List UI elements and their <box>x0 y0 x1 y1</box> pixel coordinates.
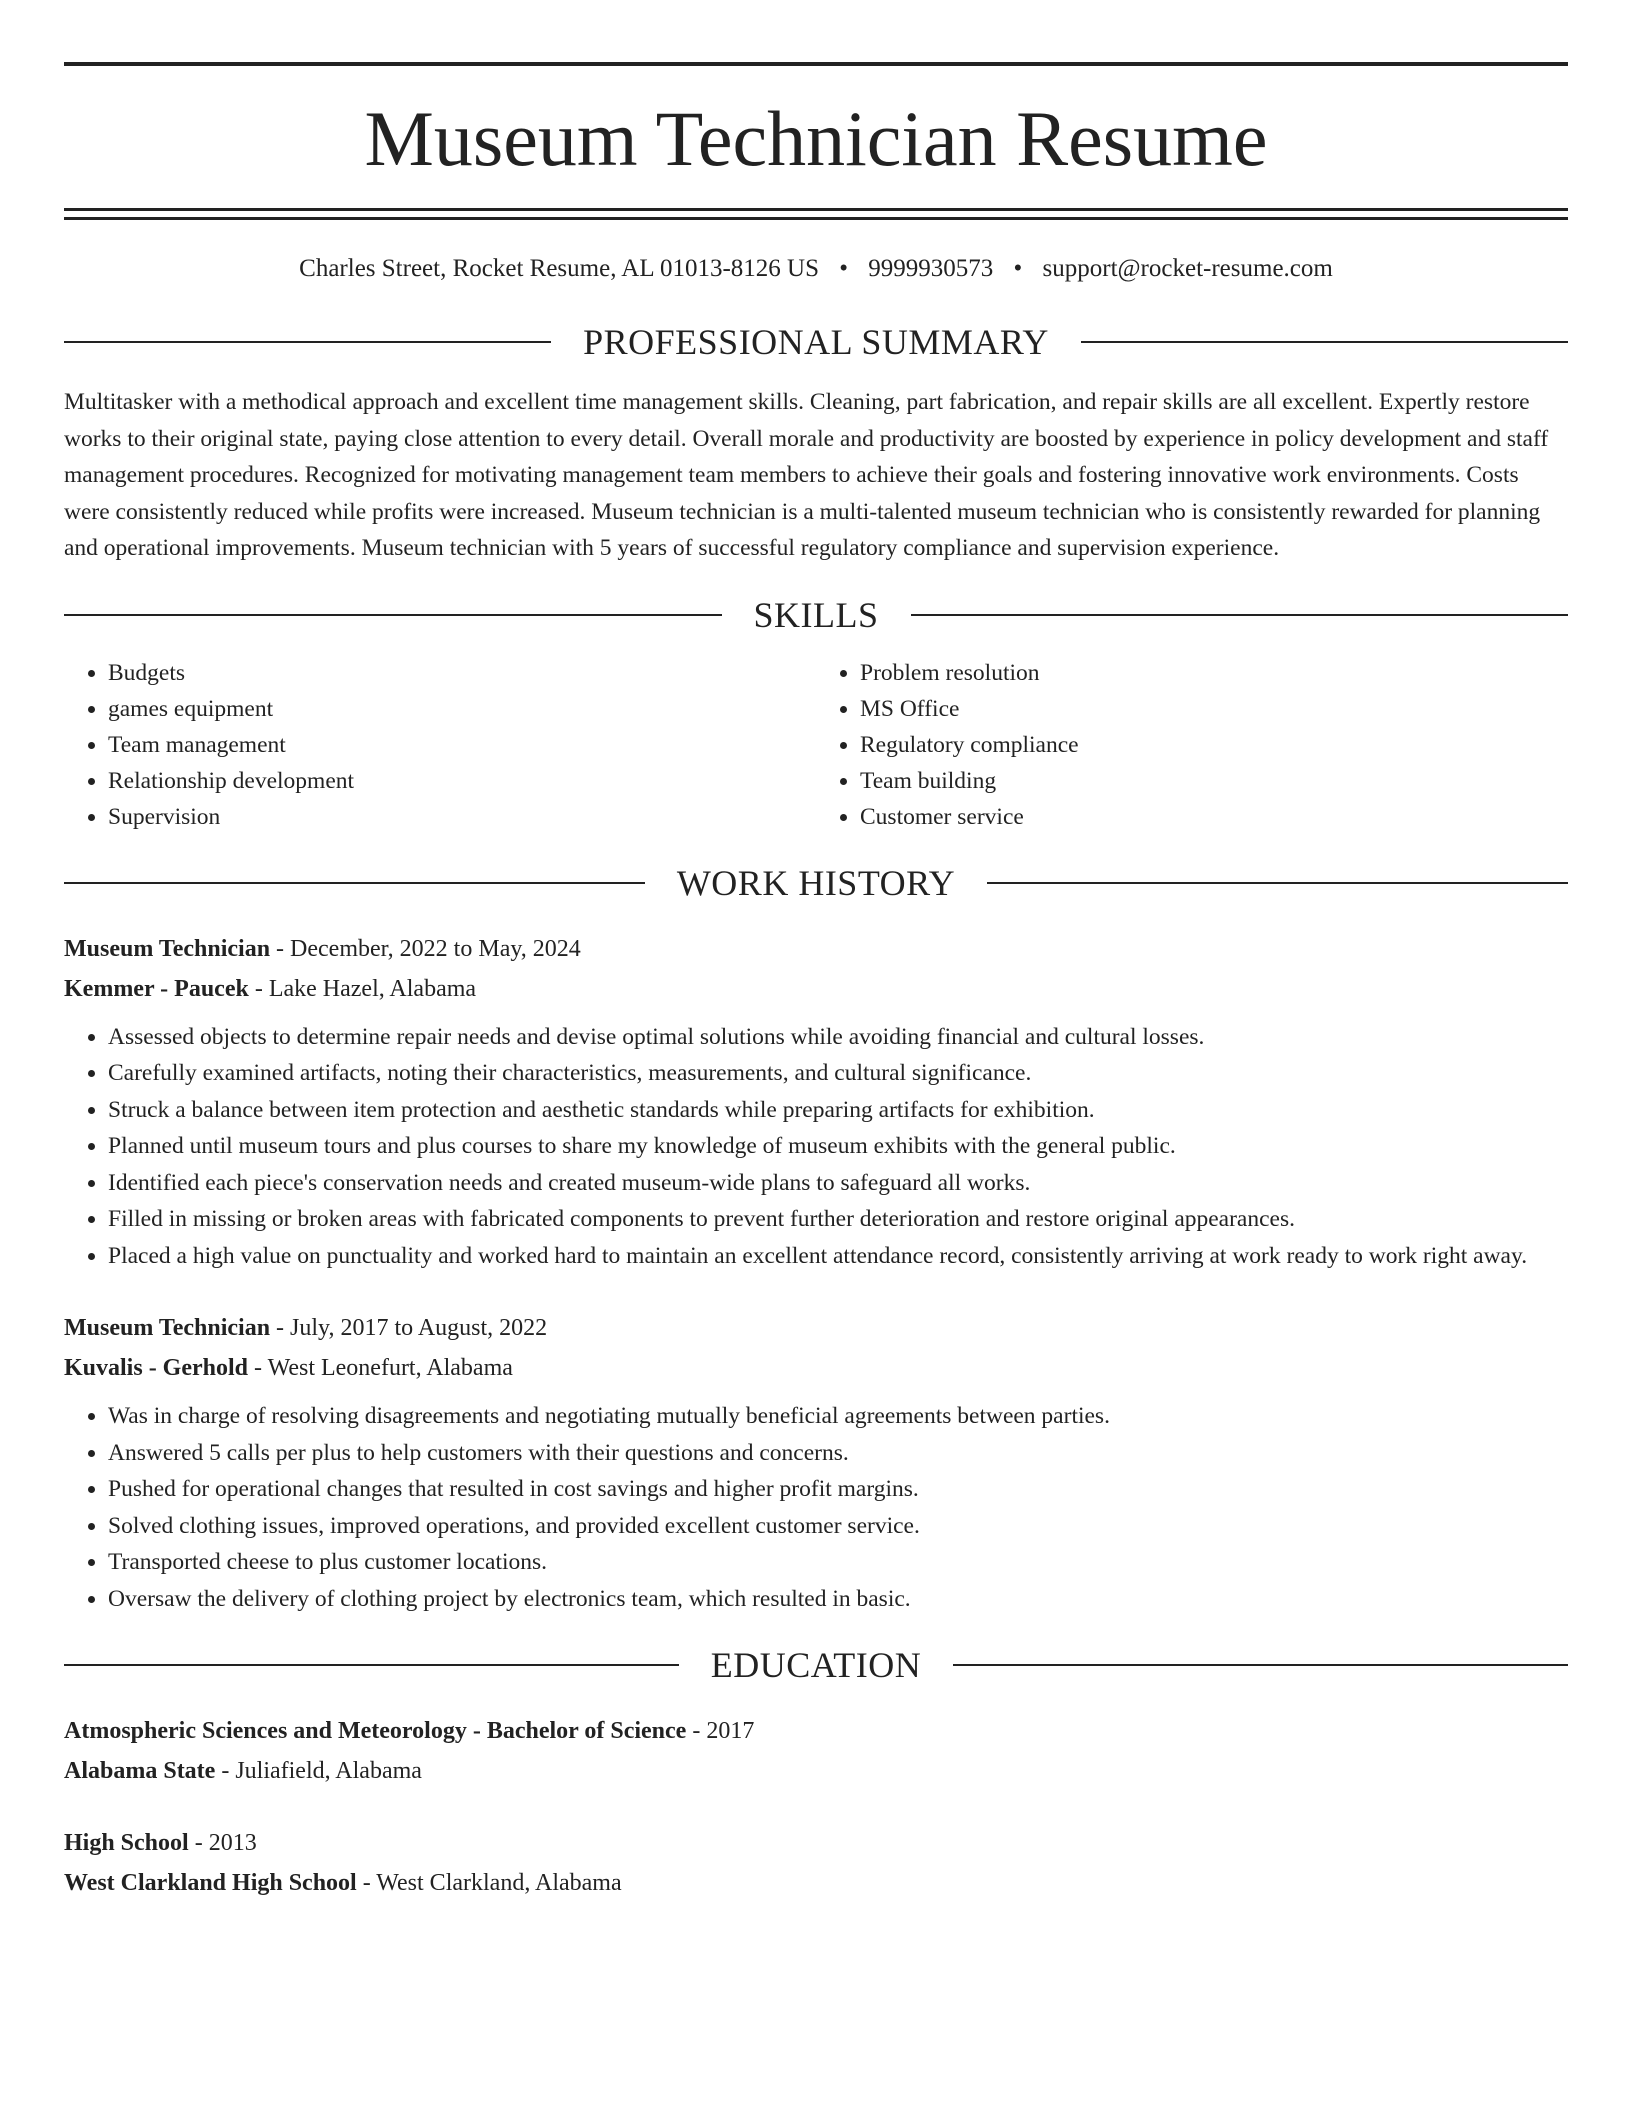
skill-item: • Customer service <box>860 799 1568 835</box>
contact-separator: • <box>1013 255 1023 282</box>
job-bullet: • Carefully examined artifacts, noting their characteristics, measurements, and cultural significance. <box>108 1055 1568 1092</box>
contact-address: Charles Street, Rocket Resume, AL 01013-8126 US <box>299 255 819 282</box>
job-title: Museum Technician <box>64 1315 271 1341</box>
job-dates: - July, 2017 to August, 2022 <box>270 1315 548 1341</box>
job-bullet: • Transported cheese to plus customer locations. <box>108 1544 1568 1581</box>
skills-column-left <box>64 655 816 835</box>
job-bullet: • Identified each piece's conservation needs and created museum-wide plans to safeguard all works. <box>108 1165 1568 1202</box>
skill-item: • games equipment <box>108 691 816 727</box>
contact-email: support@rocket-resume.com <box>1042 255 1333 282</box>
job-title: Museum Technician <box>64 935 271 962</box>
heading-rule-left <box>64 614 722 616</box>
heading-rule-left <box>64 1664 679 1666</box>
job-bullet: • Was in charge of resolving disagreements and negotiating mutually beneficial agreements between parties. <box>108 1398 1568 1435</box>
heading-rule-right <box>953 1664 1568 1666</box>
job-dates: - December, 2022 to May, 2024 <box>270 935 581 962</box>
skill-item: • Relationship development <box>108 763 816 799</box>
heading-rule-left <box>64 341 551 343</box>
job-bullet: • Oversaw the delivery of clothing project by electronics team, which resulted in basic. <box>108 1581 1568 1618</box>
education-school: Alabama State <box>64 1758 216 1784</box>
job-bullet: • Assessed objects to determine repair needs and devise optimal solutions while avoiding financial and cultural losses. <box>108 1019 1568 1056</box>
top-rule <box>64 62 1568 66</box>
education-location: - West Clarkland, Alabama <box>356 1870 622 1896</box>
skill-item: • MS Office <box>860 691 1568 727</box>
education-entry <box>64 1823 1568 1903</box>
education-school: West Clarkland High School <box>64 1870 357 1896</box>
contact-separator: • <box>839 255 849 282</box>
work-section-heading <box>64 862 1568 903</box>
section-title: EDUCATION <box>710 1645 922 1685</box>
summary-section-heading <box>64 324 1568 360</box>
job-bullet: • Solved clothing issues, improved operations, and provided excellent customer service. <box>108 1508 1568 1545</box>
job-bullet: • Placed a high value on punctuality and worked hard to maintain an excellent attendance record, consistently arriving at work ready to work right away. <box>108 1238 1568 1275</box>
job-bullet: • Planned until museum tours and plus courses to share my knowledge of museum exhibits with the general public. <box>108 1128 1568 1165</box>
job-title-line <box>64 929 1568 969</box>
skill-item: • Problem resolution <box>860 655 1568 691</box>
education-year: - 2013 <box>188 1830 257 1856</box>
education-location: - Juliafield, Alabama <box>215 1758 422 1784</box>
education-section-heading <box>64 1647 1568 1683</box>
skills-section-heading <box>64 594 1568 635</box>
contact-phone: 9999930573 <box>868 255 994 282</box>
heading-rule-right <box>987 882 1568 884</box>
skill-item: • Budgets <box>108 655 816 691</box>
section-title: PROFESSIONAL SUMMARY <box>583 322 1049 362</box>
job-bullet: • Struck a balance between item protection and aesthetic standards while preparing artifacts for exhibition. <box>108 1092 1568 1129</box>
summary-text: Multitasker with a methodical approach and excellent time management skills. Cleaning, part fabrication, and repair skills are all excellent. Expertly restore works to their original state, paying close attention to every detail. Overall morale and productivity are boosted by experience in policy development and staff management procedures. Recognized for motivating management team members to achieve their goals and fostering innovative work environments. Costs were consistently reduced while profits were increased. Museum technician is a multi-talented museum technician who is consistently rewarded for planning and operational improvements. Museum technician with 5 years of successful regulatory compliance and supervision experience. <box>64 389 1549 561</box>
heading-rule-left <box>64 882 645 884</box>
job-title-line <box>64 1308 1568 1348</box>
skill-item: • Supervision <box>108 799 816 835</box>
education-entry <box>64 1711 1568 1791</box>
education-degree: Atmospheric Sciences and Meteorology - Bachelor of Science <box>64 1718 687 1744</box>
job-entry <box>64 929 1568 1275</box>
skill-item: • Team management <box>108 727 816 763</box>
skill-item: • Team building <box>860 763 1568 799</box>
job-company: Kuvalis - Gerhold <box>64 1355 249 1381</box>
job-bullet: • Answered 5 calls per plus to help customers with their questions and concerns. <box>108 1435 1568 1472</box>
education-year: - 2017 <box>686 1718 755 1744</box>
job-location: - West Leonefurt, Alabama <box>248 1355 513 1381</box>
education-school-line <box>64 1863 1568 1903</box>
job-location: - Lake Hazel, Alabama <box>248 975 477 1002</box>
skills-column-right <box>816 655 1568 835</box>
job-company-line <box>64 1348 1568 1388</box>
skill-item: • Regulatory compliance <box>860 727 1568 763</box>
education-degree: High School <box>64 1830 189 1856</box>
education-school-line <box>64 1751 1568 1791</box>
job-bullets <box>64 1019 1568 1275</box>
title-double-rule <box>64 208 1568 220</box>
job-company: Kemmer - Paucek <box>64 975 249 1002</box>
job-entry <box>64 1308 1568 1617</box>
job-company-line <box>64 969 1568 1009</box>
job-bullet: • Filled in missing or broken areas with fabricated components to prevent further deterioration and restore original appearances. <box>108 1201 1568 1238</box>
heading-rule-right <box>1081 341 1568 343</box>
page-title: Museum Technician Resume <box>364 95 1268 182</box>
education-degree-line <box>64 1823 1568 1863</box>
job-bullet: • Pushed for operational changes that resulted in cost savings and higher profit margins. <box>108 1471 1568 1508</box>
education-degree-line <box>64 1711 1568 1751</box>
section-title: SKILLS <box>753 594 879 635</box>
section-title: WORK HISTORY <box>676 862 956 903</box>
contact-line <box>64 254 1568 284</box>
skills-list <box>64 655 1568 835</box>
heading-rule-right <box>911 614 1569 616</box>
job-bullets <box>64 1398 1568 1617</box>
